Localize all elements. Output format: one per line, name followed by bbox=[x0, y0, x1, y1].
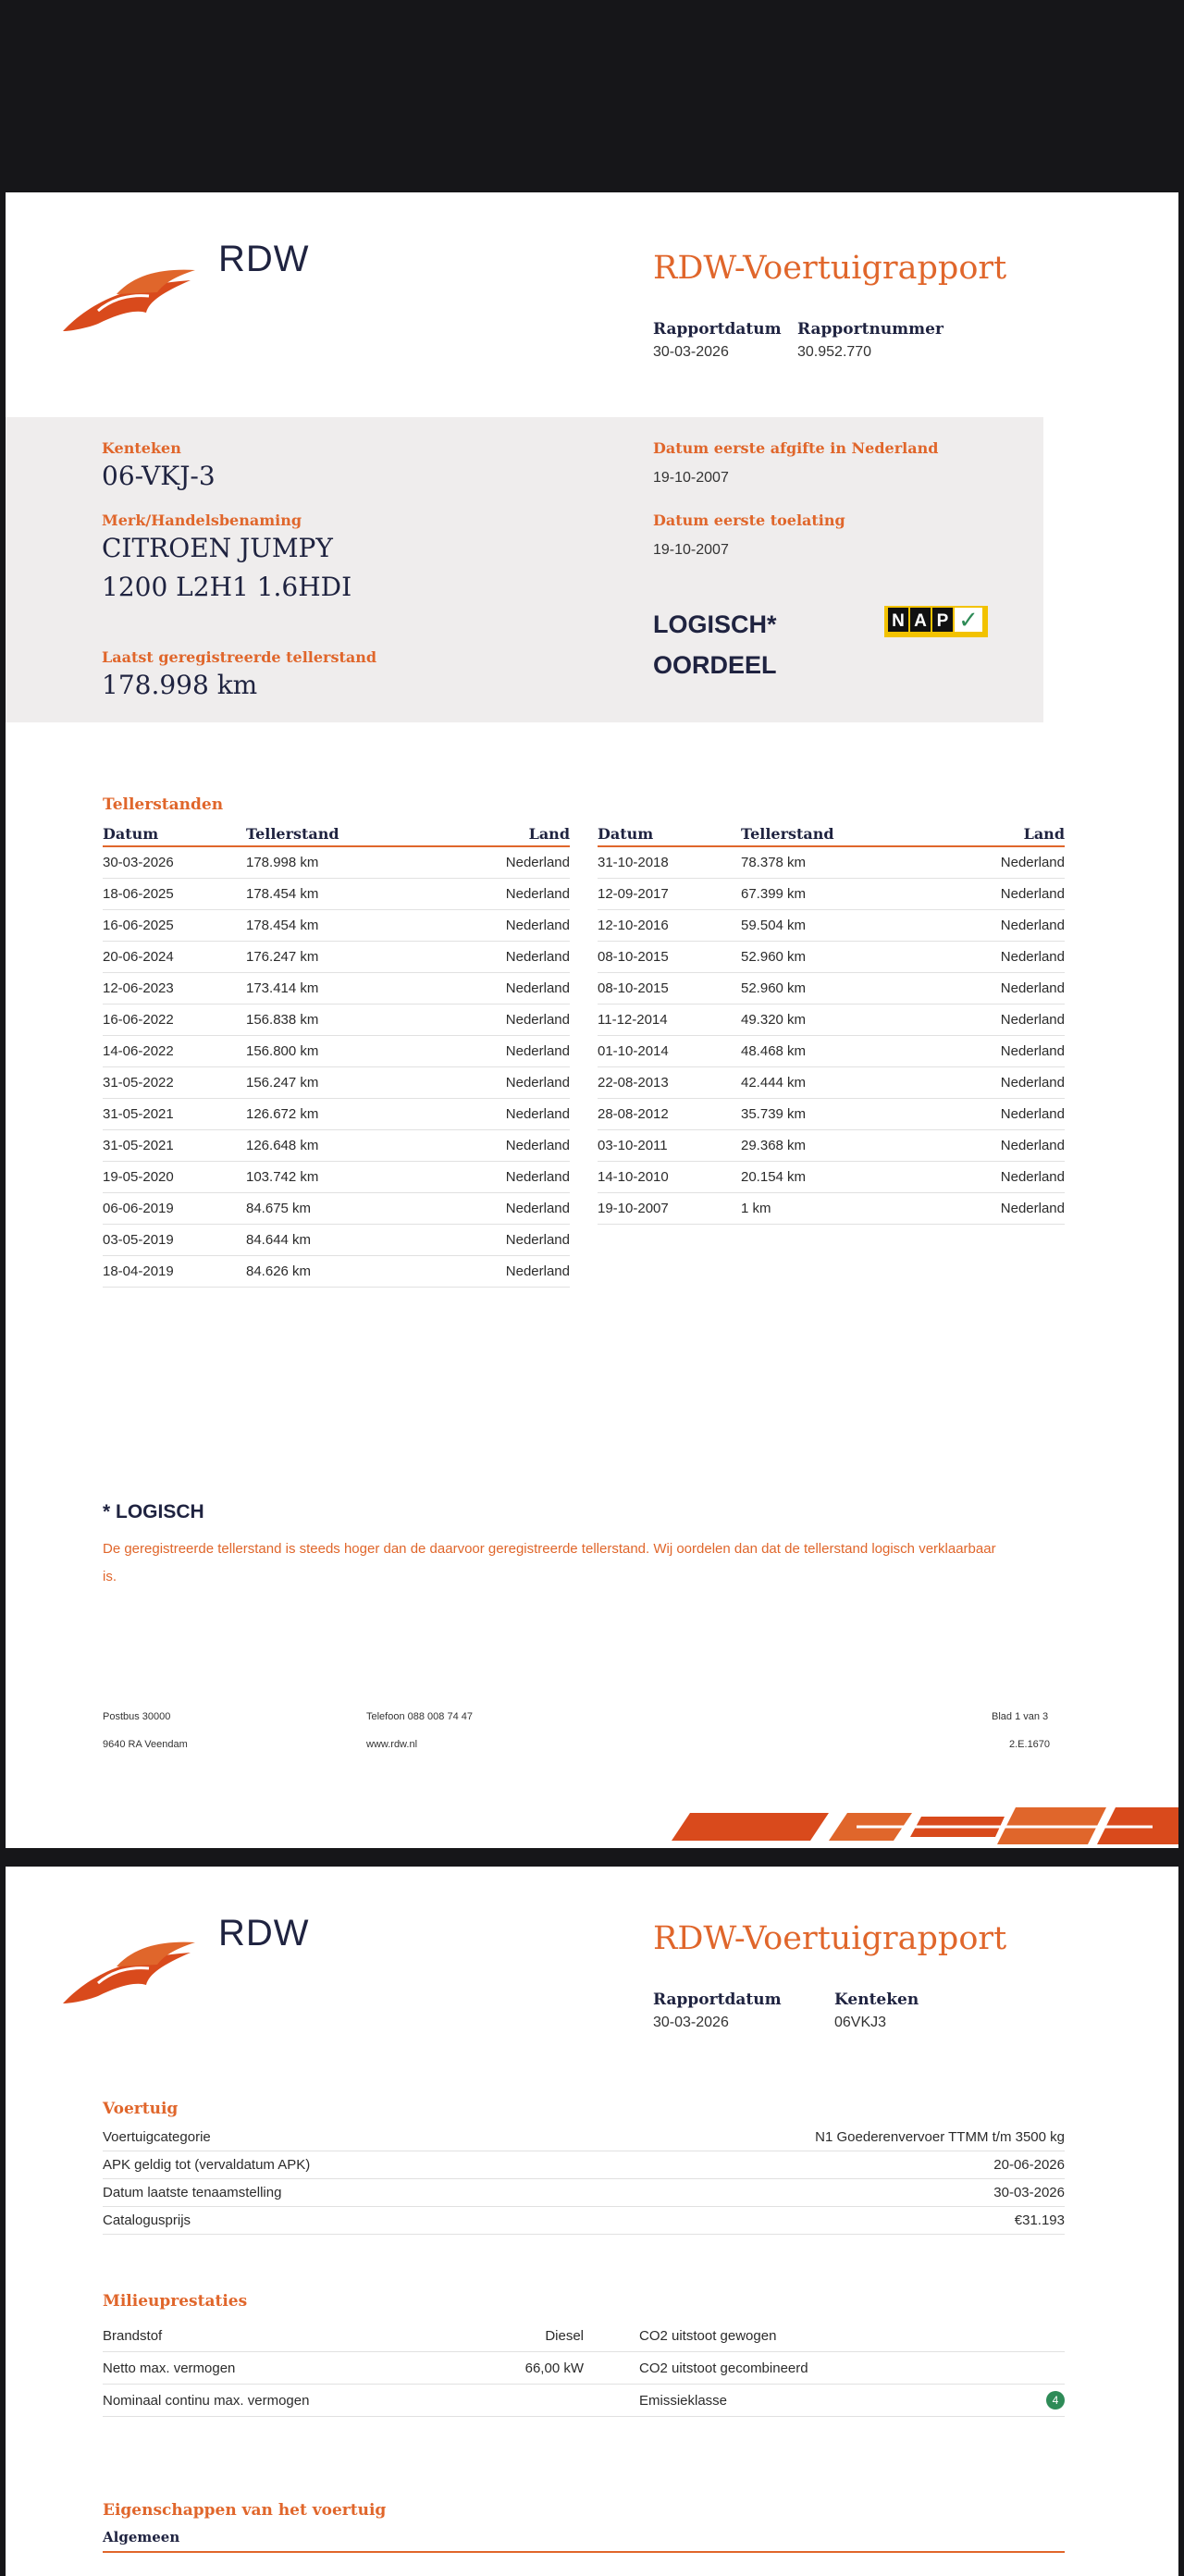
row-km: 84.626 km bbox=[246, 1256, 403, 1288]
row-km: 176.247 km bbox=[246, 942, 403, 973]
table-row bbox=[103, 1130, 570, 1162]
table-row bbox=[103, 2124, 1065, 2151]
note-title: * LOGISCH bbox=[103, 1501, 204, 1522]
nap-logo-icon bbox=[884, 602, 988, 639]
merk-label: Merk/Handelsbenaming bbox=[102, 512, 302, 529]
row-date: 31-05-2021 bbox=[103, 1130, 246, 1162]
row-land: Nederland bbox=[403, 1225, 570, 1256]
row-date: 20-06-2024 bbox=[103, 942, 246, 973]
verdict-line1: LOGISCH* bbox=[653, 610, 777, 638]
row-land: Nederland bbox=[898, 973, 1065, 1005]
verdict bbox=[653, 604, 777, 685]
row-date: 18-04-2019 bbox=[103, 1256, 246, 1288]
row-land: Nederland bbox=[403, 1067, 570, 1099]
afgifte-value: 19-10-2007 bbox=[653, 470, 729, 486]
row-km: 156.800 km bbox=[246, 1036, 403, 1067]
row-value: N1 Goederenvervoer TTMM t/m 3500 kg bbox=[750, 2124, 1065, 2151]
row-km: 78.378 km bbox=[741, 846, 898, 879]
row-land: Nederland bbox=[898, 1036, 1065, 1067]
row-km: 178.454 km bbox=[246, 910, 403, 942]
section-divider bbox=[103, 2551, 1065, 2553]
row-land: Nederland bbox=[898, 1193, 1065, 1225]
algemeen-subtitle: Algemeen bbox=[103, 2529, 180, 2545]
row-date: 14-10-2010 bbox=[598, 1162, 741, 1193]
milieu-table bbox=[103, 2320, 1065, 2417]
table-row bbox=[598, 942, 1065, 973]
row-label: APK geldig tot (vervaldatum APK) bbox=[103, 2151, 750, 2179]
rdw-logo-icon bbox=[61, 1929, 200, 2013]
row-date: 31-10-2018 bbox=[598, 846, 741, 879]
rapportdatum-value: 30-03-2026 bbox=[653, 2015, 729, 2030]
rapportdatum-label: Rapportdatum bbox=[653, 1991, 782, 2009]
col-datum: Datum bbox=[598, 821, 741, 846]
table-row bbox=[103, 942, 570, 973]
footer-city: 9640 RA Veendam bbox=[103, 1739, 188, 1750]
row-land: Nederland bbox=[403, 1256, 570, 1288]
row-land: Nederland bbox=[403, 1162, 570, 1193]
report-title: RDW-Voertuigrapport bbox=[653, 1920, 1007, 1957]
row-km: 84.675 km bbox=[246, 1193, 403, 1225]
note-text: De geregistreerde tellerstand is steeds hoger dan de daarvoor geregistreerde tellerstand. Wij oordelen dan dat de tellerstand logisch verklaarbaar is. bbox=[103, 1541, 996, 1584]
kenteken-label: Kenteken bbox=[834, 1991, 919, 2009]
row-date: 19-10-2007 bbox=[598, 1193, 741, 1225]
row-land: Nederland bbox=[898, 1130, 1065, 1162]
rapportdatum-value: 30-03-2026 bbox=[653, 344, 729, 360]
row-km: 67.399 km bbox=[741, 879, 898, 910]
row-date: 12-09-2017 bbox=[598, 879, 741, 910]
row-date: 08-10-2015 bbox=[598, 942, 741, 973]
row-date: 19-05-2020 bbox=[103, 1162, 246, 1193]
brand-name: RDW bbox=[218, 239, 310, 279]
row-value bbox=[399, 2385, 611, 2417]
table-row bbox=[598, 1099, 1065, 1130]
brand-name: RDW bbox=[218, 1913, 310, 1954]
table-row bbox=[103, 2320, 1065, 2352]
row-km: 103.742 km bbox=[246, 1162, 403, 1193]
row-date: 12-06-2023 bbox=[103, 973, 246, 1005]
nap-letter-p: P bbox=[936, 611, 949, 631]
table-row bbox=[598, 910, 1065, 942]
eigenschappen-title: Eigenschappen van het voertuig bbox=[103, 2501, 387, 2520]
toelating-value: 19-10-2007 bbox=[653, 542, 729, 558]
row-km: 178.454 km bbox=[246, 879, 403, 910]
col-tellerstand: Tellerstand bbox=[741, 821, 898, 846]
col-land: Land bbox=[403, 821, 570, 846]
table-row bbox=[103, 1067, 570, 1099]
table-row bbox=[103, 1099, 570, 1130]
milieu-title: Milieuprestaties bbox=[103, 2292, 248, 2311]
row-km: 126.648 km bbox=[246, 1130, 403, 1162]
teller-label: Laatst geregistreerde tellerstand bbox=[102, 648, 377, 666]
row-label: Catalogusprijs bbox=[103, 2207, 750, 2235]
row-km: 48.468 km bbox=[741, 1036, 898, 1067]
row-land: Nederland bbox=[403, 1130, 570, 1162]
row-value: €31.193 bbox=[750, 2207, 1065, 2235]
table-row bbox=[103, 910, 570, 942]
row-label2: CO2 uitstoot gecombineerd bbox=[611, 2352, 1028, 2385]
odometer-table-right bbox=[598, 821, 1065, 1225]
row-land: Nederland bbox=[898, 1162, 1065, 1193]
merk-line2: 1200 L2H1 1.6HDI bbox=[102, 572, 352, 602]
row-date: 16-06-2025 bbox=[103, 910, 246, 942]
table-header-row bbox=[103, 821, 570, 846]
row-label2: Emissieklasse bbox=[611, 2385, 1028, 2417]
row-label: Brandstof bbox=[103, 2320, 399, 2352]
report-page-2 bbox=[6, 1867, 1178, 2576]
row-km: 52.960 km bbox=[741, 942, 898, 973]
emission-class-badge: 4 bbox=[1046, 2391, 1065, 2410]
nap-check-mark: ✓ bbox=[958, 607, 979, 635]
row-km: 35.739 km bbox=[741, 1099, 898, 1130]
col-datum: Datum bbox=[103, 821, 246, 846]
row-label: Netto max. vermogen bbox=[103, 2352, 399, 2385]
table-row bbox=[103, 1225, 570, 1256]
row-label2: CO2 uitstoot gewogen bbox=[611, 2320, 1028, 2352]
row-date: 03-10-2011 bbox=[598, 1130, 741, 1162]
row-km: 59.504 km bbox=[741, 910, 898, 942]
row-land: Nederland bbox=[403, 973, 570, 1005]
row-land: Nederland bbox=[403, 879, 570, 910]
verdict-line2: OORDEEL bbox=[653, 651, 777, 679]
row-date: 31-05-2021 bbox=[103, 1099, 246, 1130]
row-km: 84.644 km bbox=[246, 1225, 403, 1256]
footer-code: 2.E.1670 bbox=[1009, 1739, 1051, 1750]
row-land: Nederland bbox=[898, 1067, 1065, 1099]
row-label: Datum laatste tenaamstelling bbox=[103, 2179, 750, 2207]
row-km: 1 km bbox=[741, 1193, 898, 1225]
row-value: Diesel bbox=[399, 2320, 611, 2352]
table-row bbox=[103, 2179, 1065, 2207]
row-land: Nederland bbox=[898, 1005, 1065, 1036]
row-label: Voertuigcategorie bbox=[103, 2124, 750, 2151]
footer-telefoon: Telefoon 088 008 74 47 bbox=[366, 1711, 473, 1722]
table-row bbox=[103, 879, 570, 910]
row-date: 14-06-2022 bbox=[103, 1036, 246, 1067]
tellerstanden-title: Tellerstanden bbox=[103, 795, 224, 814]
kenteken-value: 06VKJ3 bbox=[834, 2015, 887, 2030]
odometer-rows-left bbox=[103, 846, 570, 1288]
row-land: Nederland bbox=[403, 1193, 570, 1225]
nap-letter-n: N bbox=[892, 611, 905, 631]
odometer-rows-right bbox=[598, 846, 1065, 1225]
footer-blad: Blad 1 van 3 bbox=[992, 1711, 1049, 1722]
rapportnummer-label: Rapportnummer bbox=[797, 320, 944, 339]
table-row bbox=[598, 1162, 1065, 1193]
footer-postbus: Postbus 30000 bbox=[103, 1711, 171, 1722]
merk-line1: CITROEN JUMPY bbox=[102, 533, 333, 563]
row-land: Nederland bbox=[403, 1036, 570, 1067]
row-date: 30-03-2026 bbox=[103, 846, 246, 879]
table-row bbox=[103, 973, 570, 1005]
footer-website[interactable]: www.rdw.nl bbox=[366, 1739, 418, 1750]
kenteken-value: 06-VKJ-3 bbox=[102, 461, 216, 491]
table-header-row bbox=[598, 821, 1065, 846]
row-date: 06-06-2019 bbox=[103, 1193, 246, 1225]
report-page-1 bbox=[6, 192, 1178, 1848]
row-date: 03-05-2019 bbox=[103, 1225, 246, 1256]
row-value: 66,00 kW bbox=[399, 2352, 611, 2385]
table-row bbox=[103, 1162, 570, 1193]
col-land: Land bbox=[898, 821, 1065, 846]
row-land: Nederland bbox=[403, 1099, 570, 1130]
table-row bbox=[598, 973, 1065, 1005]
row-km: 126.672 km bbox=[246, 1099, 403, 1130]
row-km: 42.444 km bbox=[741, 1067, 898, 1099]
row-land: Nederland bbox=[403, 1005, 570, 1036]
row-km: 173.414 km bbox=[246, 973, 403, 1005]
row-value: 30-03-2026 bbox=[750, 2179, 1065, 2207]
table-row bbox=[598, 846, 1065, 879]
row-date: 22-08-2013 bbox=[598, 1067, 741, 1099]
table-row bbox=[598, 1005, 1065, 1036]
row-land: Nederland bbox=[898, 846, 1065, 879]
row-label: Nominaal continu max. vermogen bbox=[103, 2385, 399, 2417]
afgifte-label: Datum eerste afgifte in Nederland bbox=[653, 439, 939, 457]
table-row bbox=[598, 1130, 1065, 1162]
rapportdatum-label: Rapportdatum bbox=[653, 320, 782, 339]
col-tellerstand: Tellerstand bbox=[246, 821, 403, 846]
row-date: 08-10-2015 bbox=[598, 973, 741, 1005]
row-date: 12-10-2016 bbox=[598, 910, 741, 942]
nap-letter-a: A bbox=[914, 611, 927, 631]
row-km: 178.998 km bbox=[246, 846, 403, 879]
row-km: 156.838 km bbox=[246, 1005, 403, 1036]
row-value2 bbox=[1028, 2352, 1065, 2385]
row-land: Nederland bbox=[403, 846, 570, 879]
table-row bbox=[103, 2385, 1065, 2417]
row-date: 18-06-2025 bbox=[103, 879, 246, 910]
table-row bbox=[103, 2352, 1065, 2385]
row-land: Nederland bbox=[898, 910, 1065, 942]
table-row bbox=[103, 1036, 570, 1067]
row-date: 11-12-2014 bbox=[598, 1005, 741, 1036]
row-value2 bbox=[1028, 2385, 1065, 2417]
voertuig-title: Voertuig bbox=[103, 2100, 179, 2118]
table-row bbox=[103, 846, 570, 879]
row-land: Nederland bbox=[898, 879, 1065, 910]
row-land: Nederland bbox=[403, 942, 570, 973]
table-row bbox=[103, 1005, 570, 1036]
vehicle-summary-box bbox=[6, 417, 1043, 722]
odometer-table-left bbox=[103, 821, 570, 1288]
row-date: 16-06-2022 bbox=[103, 1005, 246, 1036]
row-value2 bbox=[1028, 2320, 1065, 2352]
decorative-stripes-icon bbox=[672, 1804, 1178, 1848]
table-row bbox=[598, 1193, 1065, 1225]
toelating-label: Datum eerste toelating bbox=[653, 512, 845, 529]
row-date: 28-08-2012 bbox=[598, 1099, 741, 1130]
table-row bbox=[103, 1193, 570, 1225]
table-row bbox=[598, 879, 1065, 910]
table-row bbox=[598, 1036, 1065, 1067]
row-land: Nederland bbox=[898, 942, 1065, 973]
row-km: 49.320 km bbox=[741, 1005, 898, 1036]
kenteken-label: Kenteken bbox=[102, 439, 181, 457]
row-date: 31-05-2022 bbox=[103, 1067, 246, 1099]
row-date: 01-10-2014 bbox=[598, 1036, 741, 1067]
row-land: Nederland bbox=[403, 910, 570, 942]
report-title: RDW-Voertuigrapport bbox=[653, 250, 1007, 287]
rapportnummer-value: 30.952.770 bbox=[797, 344, 872, 360]
table-row bbox=[103, 2207, 1065, 2235]
teller-value: 178.998 km bbox=[102, 670, 258, 700]
milieu-rows bbox=[103, 2320, 1065, 2417]
table-row bbox=[103, 1256, 570, 1288]
row-km: 20.154 km bbox=[741, 1162, 898, 1193]
row-land: Nederland bbox=[898, 1099, 1065, 1130]
row-km: 156.247 km bbox=[246, 1067, 403, 1099]
row-value: 20-06-2026 bbox=[750, 2151, 1065, 2179]
voertuig-rows bbox=[103, 2124, 1065, 2235]
rdw-logo-icon bbox=[61, 257, 200, 340]
table-row bbox=[103, 2151, 1065, 2179]
voertuig-table bbox=[103, 2124, 1065, 2235]
row-km: 52.960 km bbox=[741, 973, 898, 1005]
table-row bbox=[598, 1067, 1065, 1099]
row-km: 29.368 km bbox=[741, 1130, 898, 1162]
